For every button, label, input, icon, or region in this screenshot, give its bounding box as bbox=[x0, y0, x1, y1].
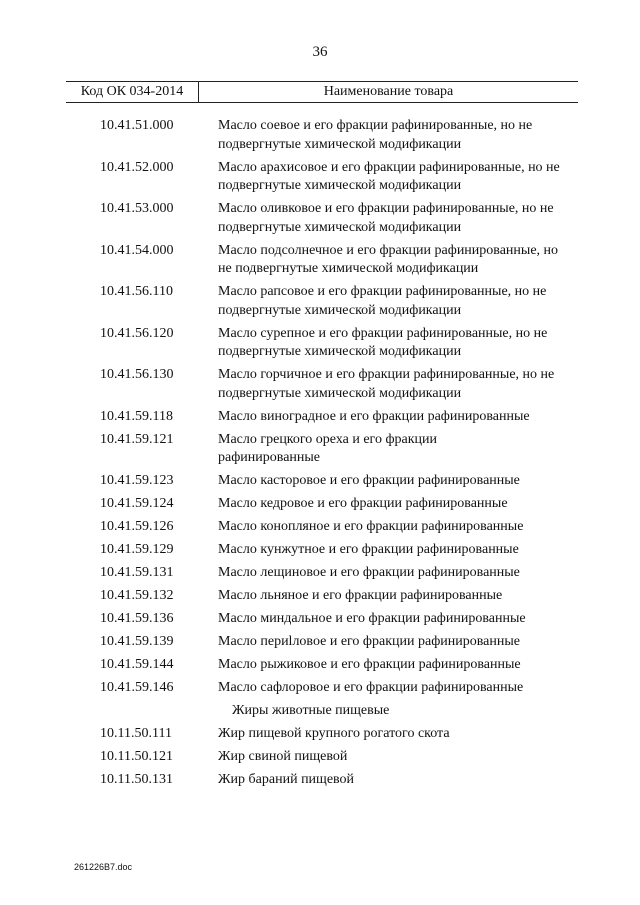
row-code: 10.41.56.130 bbox=[100, 367, 174, 382]
row-name: Масло подсолнечное и его фракции рафинированные, но не подвергнутые химической модификации bbox=[218, 242, 559, 276]
row-name: Масло сафлоровое и его фракции рафинированные bbox=[218, 680, 524, 695]
row-name: Масло лещиновое и его фракции рафинированные bbox=[218, 565, 520, 580]
table-row bbox=[0, 633, 640, 652]
row-code: 10.41.59.124 bbox=[100, 496, 174, 511]
row-code: 10.41.51.000 bbox=[100, 118, 174, 133]
row-code: 10.41.59.144 bbox=[100, 657, 174, 672]
table-row bbox=[0, 495, 640, 514]
table-row bbox=[0, 117, 640, 154]
row-code: 10.11.50.131 bbox=[100, 772, 173, 787]
row-code: 10.41.56.110 bbox=[100, 284, 173, 299]
table-row bbox=[0, 587, 640, 606]
row-code: 10.11.50.111 bbox=[100, 726, 172, 741]
row-name: Масло рыжиковое и его фракции рафинированные bbox=[218, 657, 521, 672]
table-row bbox=[0, 725, 640, 744]
row-name: Жир бараний пищевой bbox=[218, 772, 355, 787]
row-code: 10.41.59.129 bbox=[100, 542, 174, 557]
row-name: Жир свиной пищевой bbox=[218, 749, 348, 764]
group-heading-spacer bbox=[0, 702, 218, 721]
row-code: 10.41.53.000 bbox=[100, 201, 174, 216]
row-name: Масло периlловое и его фракции рафинированные bbox=[218, 634, 521, 649]
group-heading: Жиры животные пищевые bbox=[232, 703, 390, 718]
row-code: 10.41.52.000 bbox=[100, 159, 174, 175]
table-row bbox=[0, 518, 640, 537]
row-code: 10.41.59.126 bbox=[100, 519, 174, 534]
row-code: 10.11.50.121 bbox=[100, 749, 173, 764]
row-code: 10.41.59.123 bbox=[100, 473, 174, 488]
row-name: Масло горчичное и его фракции рафинированные, но не подвергнутые химической модификации bbox=[218, 367, 555, 401]
table-row bbox=[0, 283, 640, 320]
row-code: 10.41.59.132 bbox=[100, 588, 174, 603]
row-name: Масло сурепное и его фракции рафинированные, но не подвергнутые химической модификации bbox=[218, 325, 548, 359]
row-code: 10.41.59.136 bbox=[100, 611, 174, 626]
row-code: 10.41.59.131 bbox=[100, 565, 174, 580]
row-name: Масло соевое и его фракции рафинированные, но не подвергнутые химической модификации bbox=[218, 118, 533, 152]
table-row bbox=[0, 408, 640, 427]
table-row bbox=[0, 242, 640, 279]
row-code: 10.41.59.146 bbox=[100, 680, 174, 695]
table-row bbox=[0, 366, 640, 403]
row-name: Масло виноградное и его фракции рафинированные bbox=[218, 408, 530, 424]
table-row bbox=[0, 159, 640, 196]
row-name: Масло конопляное и его фракции рафинированные bbox=[218, 519, 524, 534]
row-name: Масло оливковое и его фракции рафинированные, но не подвергнутые химической модификации bbox=[218, 201, 554, 235]
table-row bbox=[0, 325, 640, 362]
table-row bbox=[0, 610, 640, 629]
row-code: 10.41.59.139 bbox=[100, 634, 174, 649]
row-name: Масло касторовое и его фракции рафинированные bbox=[218, 473, 520, 488]
row-name: Масло арахисовое и его фракции рафинированные, но не подвергнутые химической модификации bbox=[218, 159, 560, 193]
row-name: Масло грецкого ореха и его фракции рафинированные bbox=[218, 431, 438, 465]
group-heading-row bbox=[0, 702, 640, 721]
row-name: Масло кедровое и его фракции рафинированные bbox=[218, 496, 508, 511]
header-code: Код ОК 034-2014 bbox=[66, 82, 199, 102]
table-row bbox=[0, 564, 640, 583]
table-row bbox=[0, 771, 640, 790]
row-code: 10.41.59.121 bbox=[100, 431, 174, 447]
row-name: Масло миндальное и его фракции рафинированные bbox=[218, 611, 526, 626]
table-row bbox=[0, 748, 640, 767]
table-row bbox=[0, 472, 640, 491]
header-name: Наименование товара bbox=[323, 84, 454, 99]
table-row bbox=[0, 200, 640, 237]
footer-filename: 261226В7.doc bbox=[74, 862, 133, 872]
row-name: Масло рапсовое и его фракции рафинированные, но не подвергнутые химической модификации bbox=[218, 284, 547, 318]
page-number: 36 bbox=[312, 44, 328, 60]
table-row bbox=[0, 541, 640, 560]
row-name: Жир пищевой крупного рогатого скота bbox=[218, 726, 450, 741]
row-code: 10.41.59.118 bbox=[100, 408, 173, 424]
table-header bbox=[66, 81, 578, 103]
table-row bbox=[0, 679, 640, 698]
table-body bbox=[0, 117, 640, 794]
row-code: 10.41.54.000 bbox=[100, 242, 174, 258]
row-name: Масло льняное и его фракции рафинированные bbox=[218, 588, 503, 603]
row-code: 10.41.56.120 bbox=[100, 325, 174, 341]
row-name: Масло кунжутное и его фракции рафинированные bbox=[218, 542, 519, 557]
table-row bbox=[0, 656, 640, 675]
table-row bbox=[0, 431, 640, 468]
